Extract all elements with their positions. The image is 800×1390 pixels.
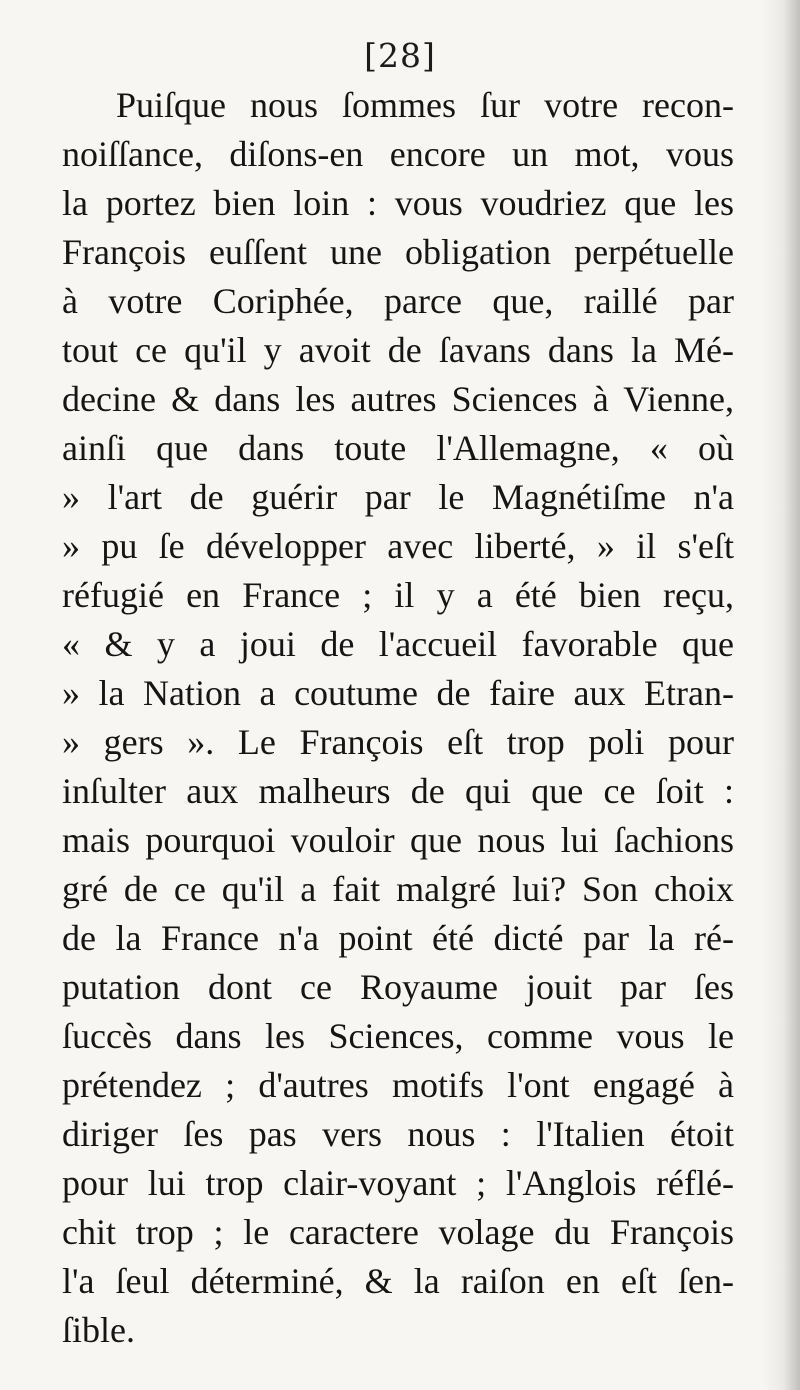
text-line: Puiſque nous ſommes ſur votre recon- bbox=[116, 85, 734, 125]
text-line: gré de ce qu'il a fait malgré lui? Son choix bbox=[62, 869, 734, 909]
text-line: pour lui trop clair-voyant ; l'Anglois réflé- bbox=[62, 1163, 734, 1203]
text-line: ainſi que dans toute l'Allemagne, « où bbox=[62, 428, 734, 468]
text-line: diriger ſes pas vers nous : l'Italien étoit bbox=[62, 1114, 734, 1154]
text-line: François euſſent une obligation perpétuelle bbox=[62, 232, 734, 272]
text-line: decine & dans les autres Sciences à Vienne, bbox=[62, 379, 734, 419]
text-line: de la France n'a point été dicté par la ré- bbox=[62, 918, 734, 958]
text-line: ſible. bbox=[62, 1310, 135, 1350]
page-number: [28] bbox=[364, 36, 436, 75]
body-text bbox=[62, 81, 734, 1355]
text-line: prétendez ; d'autres motifs l'ont engagé à bbox=[62, 1065, 734, 1105]
text-line: » l'art de guérir par le Magnétiſme n'a bbox=[62, 477, 734, 517]
text-line: noiſſance, diſons-en encore un mot, vous bbox=[62, 134, 734, 174]
text-line: putation dont ce Royaume jouit par ſes bbox=[62, 967, 734, 1007]
text-line: inſulter aux malheurs de qui que ce ſoit : bbox=[62, 771, 734, 811]
text-line: réfugié en France ; il y a été bien reçu, bbox=[62, 575, 734, 615]
text-line: l'a ſeul déterminé, & la raiſon en eſt ſen- bbox=[62, 1261, 734, 1301]
binding-shadow bbox=[762, 0, 800, 1390]
text-line: à votre Coriphée, parce que, raillé par bbox=[62, 281, 734, 321]
text-line: » la Nation a coutume de faire aux Etran- bbox=[62, 673, 734, 713]
text-line: mais pourquoi vouloir que nous lui ſachions bbox=[62, 820, 734, 860]
text-line: » gers ». Le François eſt trop poli pour bbox=[62, 722, 734, 762]
text-line: chit trop ; le caractere volage du François bbox=[62, 1212, 734, 1252]
text-line: tout ce qu'il y avoit de ſavans dans la Mé- bbox=[62, 330, 734, 370]
text-line: « & y a joui de l'accueil favorable que bbox=[62, 624, 734, 664]
text-line: la portez bien loin : vous voudriez que les bbox=[62, 183, 734, 223]
text-line: » pu ſe développer avec liberté, » il s'eſt bbox=[62, 526, 734, 566]
text-line: ſuccès dans les Sciences, comme vous le bbox=[62, 1016, 734, 1056]
